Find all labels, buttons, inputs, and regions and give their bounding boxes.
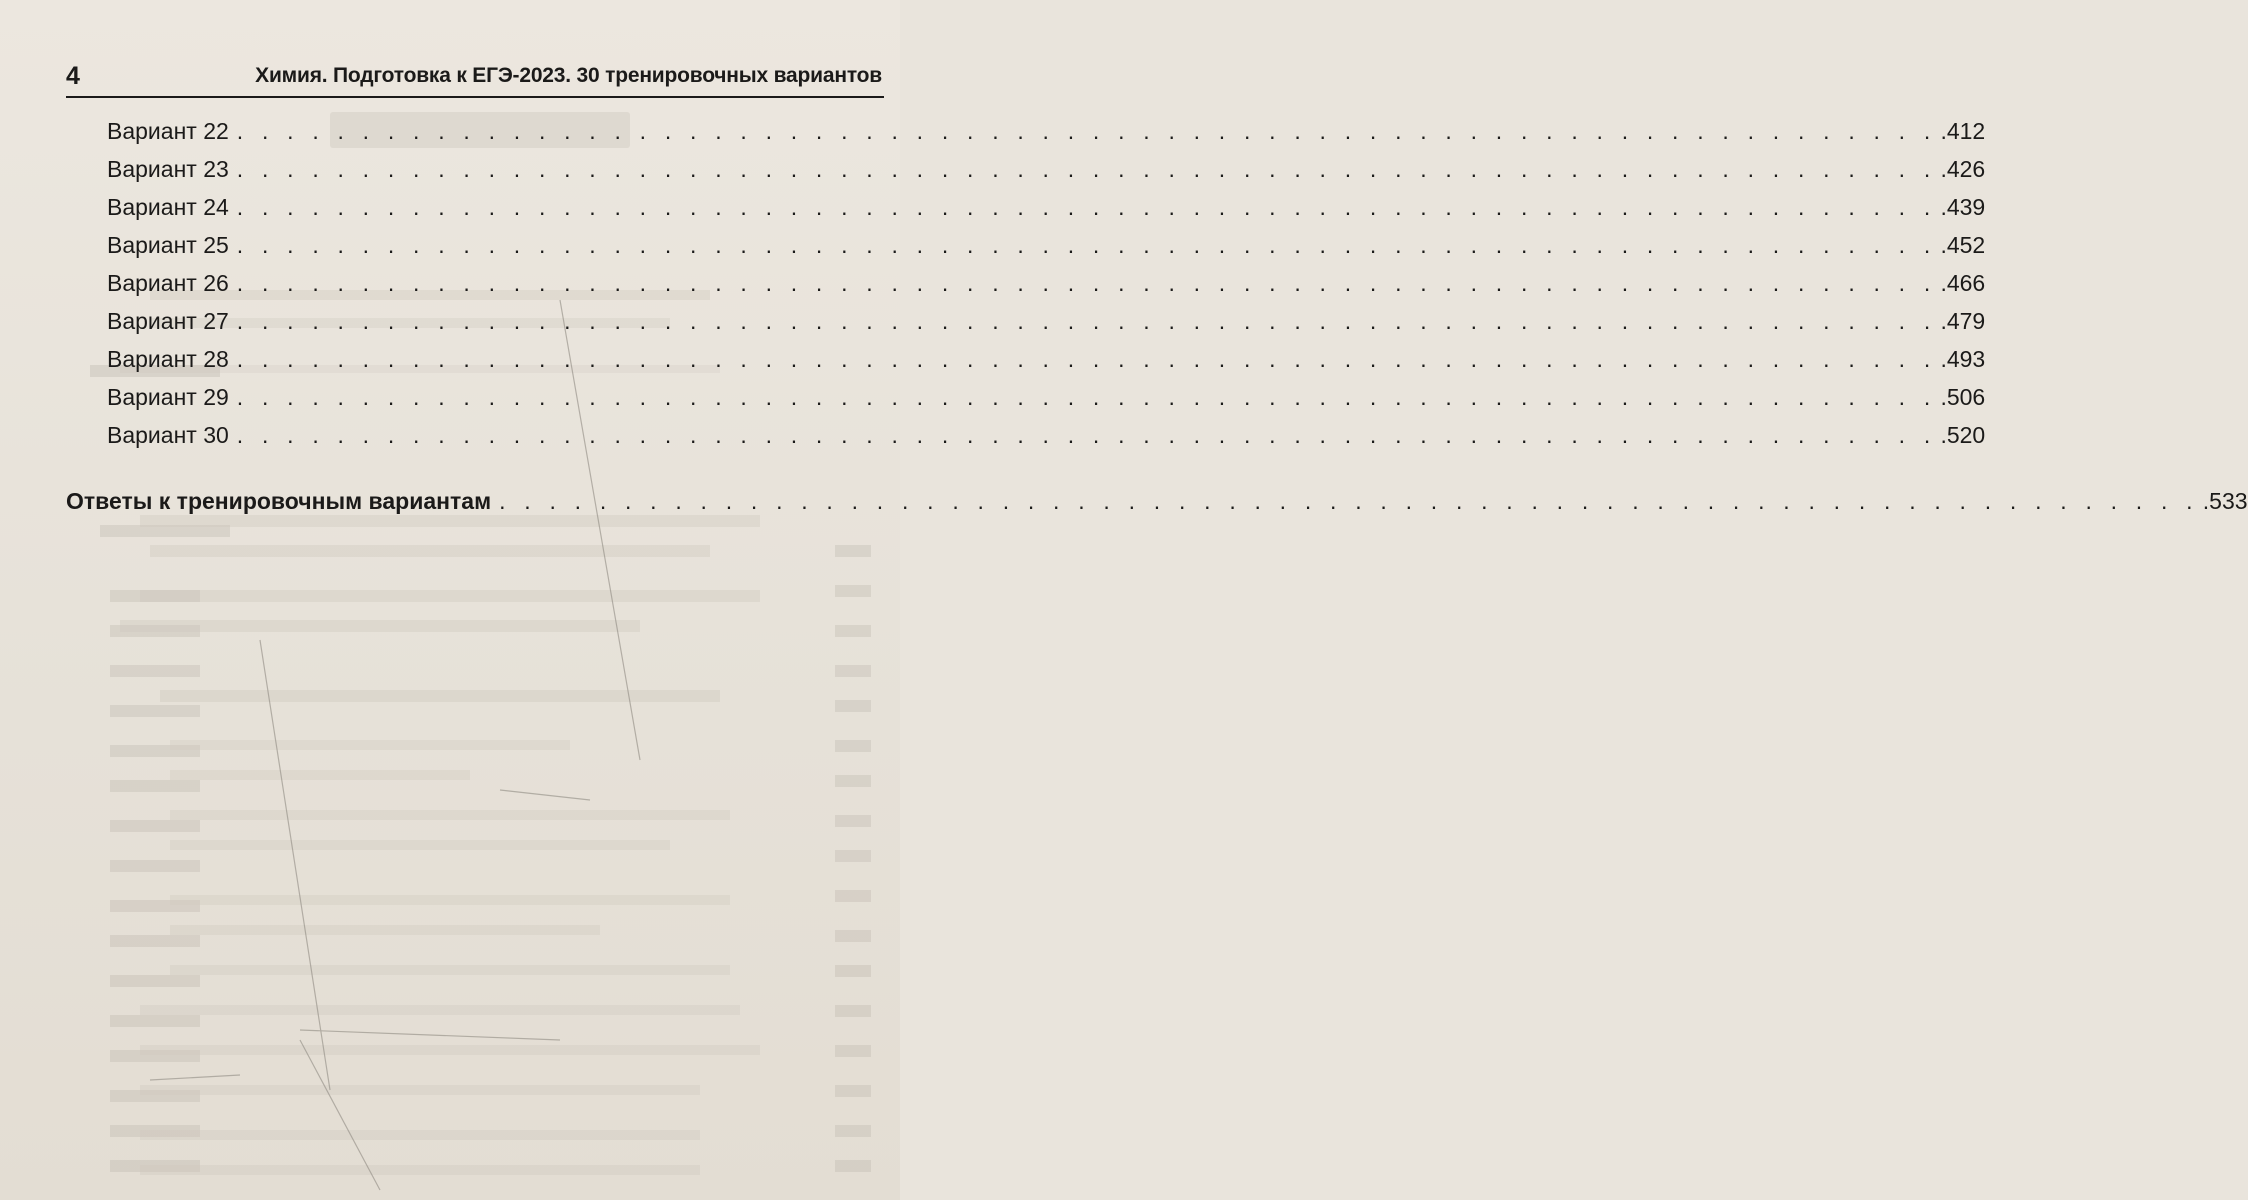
- toc-entry-label: Вариант 26: [107, 270, 229, 296]
- toc-entry-page: .506: [1940, 384, 1986, 410]
- toc-entry-label: Ответы к тренировочным вариантам: [66, 488, 492, 514]
- toc-entry-page: .533: [2202, 488, 2248, 514]
- toc-entry-variant-23[interactable]: [107, 156, 1986, 183]
- toc-entry-variant-22[interactable]: [107, 118, 1986, 145]
- page-header: [66, 56, 884, 98]
- leader-dots: . . . . . . . . . . . . . . . . . . . . . . . . . . . . . . . . . . . . . . . . . . . . . . . . . . . . . . . . . . . . . . . . . . . .: [236, 346, 1937, 372]
- toc-entry-label: Вариант 23: [107, 156, 229, 182]
- toc-entry-variant-29[interactable]: [107, 384, 1986, 411]
- running-title: Химия. Подготовка к ЕГЭ-2023. 30 тренировочных вариантов: [255, 64, 882, 87]
- toc-entry-variant-27[interactable]: [107, 308, 1986, 335]
- leader-dots: . . . . . . . . . . . . . . . . . . . . . . . . . . . . . . . . . . . . . . . . . . . . . . . . . . . . . . . . . . . . . . . . . . . .: [236, 384, 1937, 410]
- toc-entry-page: .520: [1940, 422, 1986, 448]
- leader-dots: . . . . . . . . . . . . . . . . . . . . . . . . . . . . . . . . . . . . . . . . . . . . . . . . . . . . . . . . . . . . . . . . . . . .: [236, 422, 1937, 448]
- leader-dots: . . . . . . . . . . . . . . . . . . . . . . . . . . . . . . . . . . . . . . . . . . . . . . . . . . . . . . . . . . . . . . . . . . . .: [236, 308, 1937, 334]
- leader-dots: . . . . . . . . . . . . . . . . . . . . . . . . . . . . . . . . . . . . . . . . . . . . . . . . . . . . . . . . . . . . . . . . . . . .: [236, 232, 1937, 258]
- toc-entry-variant-26[interactable]: [107, 270, 1986, 297]
- toc-entry-page: .426: [1940, 156, 1986, 182]
- toc-entry-page: .452: [1940, 232, 1986, 258]
- toc-entry-page: .412: [1940, 118, 1986, 144]
- toc-entry-variant-28[interactable]: [107, 346, 1986, 373]
- toc-entry-variant-25[interactable]: [107, 232, 1986, 259]
- leader-dots: . . . . . . . . . . . . . . . . . . . . . . . . . . . . . . . . . . . . . . . . . . . . . . . . . . . . . . . . . . . . . . . . . . . .: [236, 156, 1937, 182]
- toc-entry-label: Вариант 25: [107, 232, 229, 258]
- toc-entry-page: .439: [1940, 194, 1986, 220]
- leader-dots: . . . . . . . . . . . . . . . . . . . . . . . . . . . . . . . . . . . . . . . . . . . . . . . . . . . . . . . . . . . . . . . . . . . .: [236, 270, 1937, 296]
- toc-entry-label: Вариант 28: [107, 346, 229, 372]
- toc-entry-variant-30[interactable]: [107, 422, 1986, 449]
- leader-dots: . . . . . . . . . . . . . . . . . . . . . . . . . . . . . . . . . . . . . . . . . . . . . . . . . . . . . . . . . . . . . . . . . . . .: [499, 488, 2199, 514]
- toc-entry-page: .466: [1940, 270, 1986, 296]
- toc-entry-label: Вариант 29: [107, 384, 229, 410]
- leader-dots: . . . . . . . . . . . . . . . . . . . . . . . . . . . . . . . . . . . . . . . . . . . . . . . . . . . . . . . . . . . . . . . . . . . .: [236, 118, 1937, 144]
- toc-entry-answers[interactable]: [66, 488, 2248, 515]
- page-number: 4: [66, 62, 80, 90]
- leader-dots: . . . . . . . . . . . . . . . . . . . . . . . . . . . . . . . . . . . . . . . . . . . . . . . . . . . . . . . . . . . . . . . . . . . .: [236, 194, 1937, 220]
- toc-entry-page: .493: [1940, 346, 1986, 372]
- toc-entry-label: Вариант 24: [107, 194, 229, 220]
- toc-entry-label: Вариант 30: [107, 422, 229, 448]
- toc-entry-label: Вариант 22: [107, 118, 229, 144]
- toc-entry-variant-24[interactable]: [107, 194, 1986, 221]
- toc-entry-label: Вариант 27: [107, 308, 229, 334]
- toc-entry-page: .479: [1940, 308, 1986, 334]
